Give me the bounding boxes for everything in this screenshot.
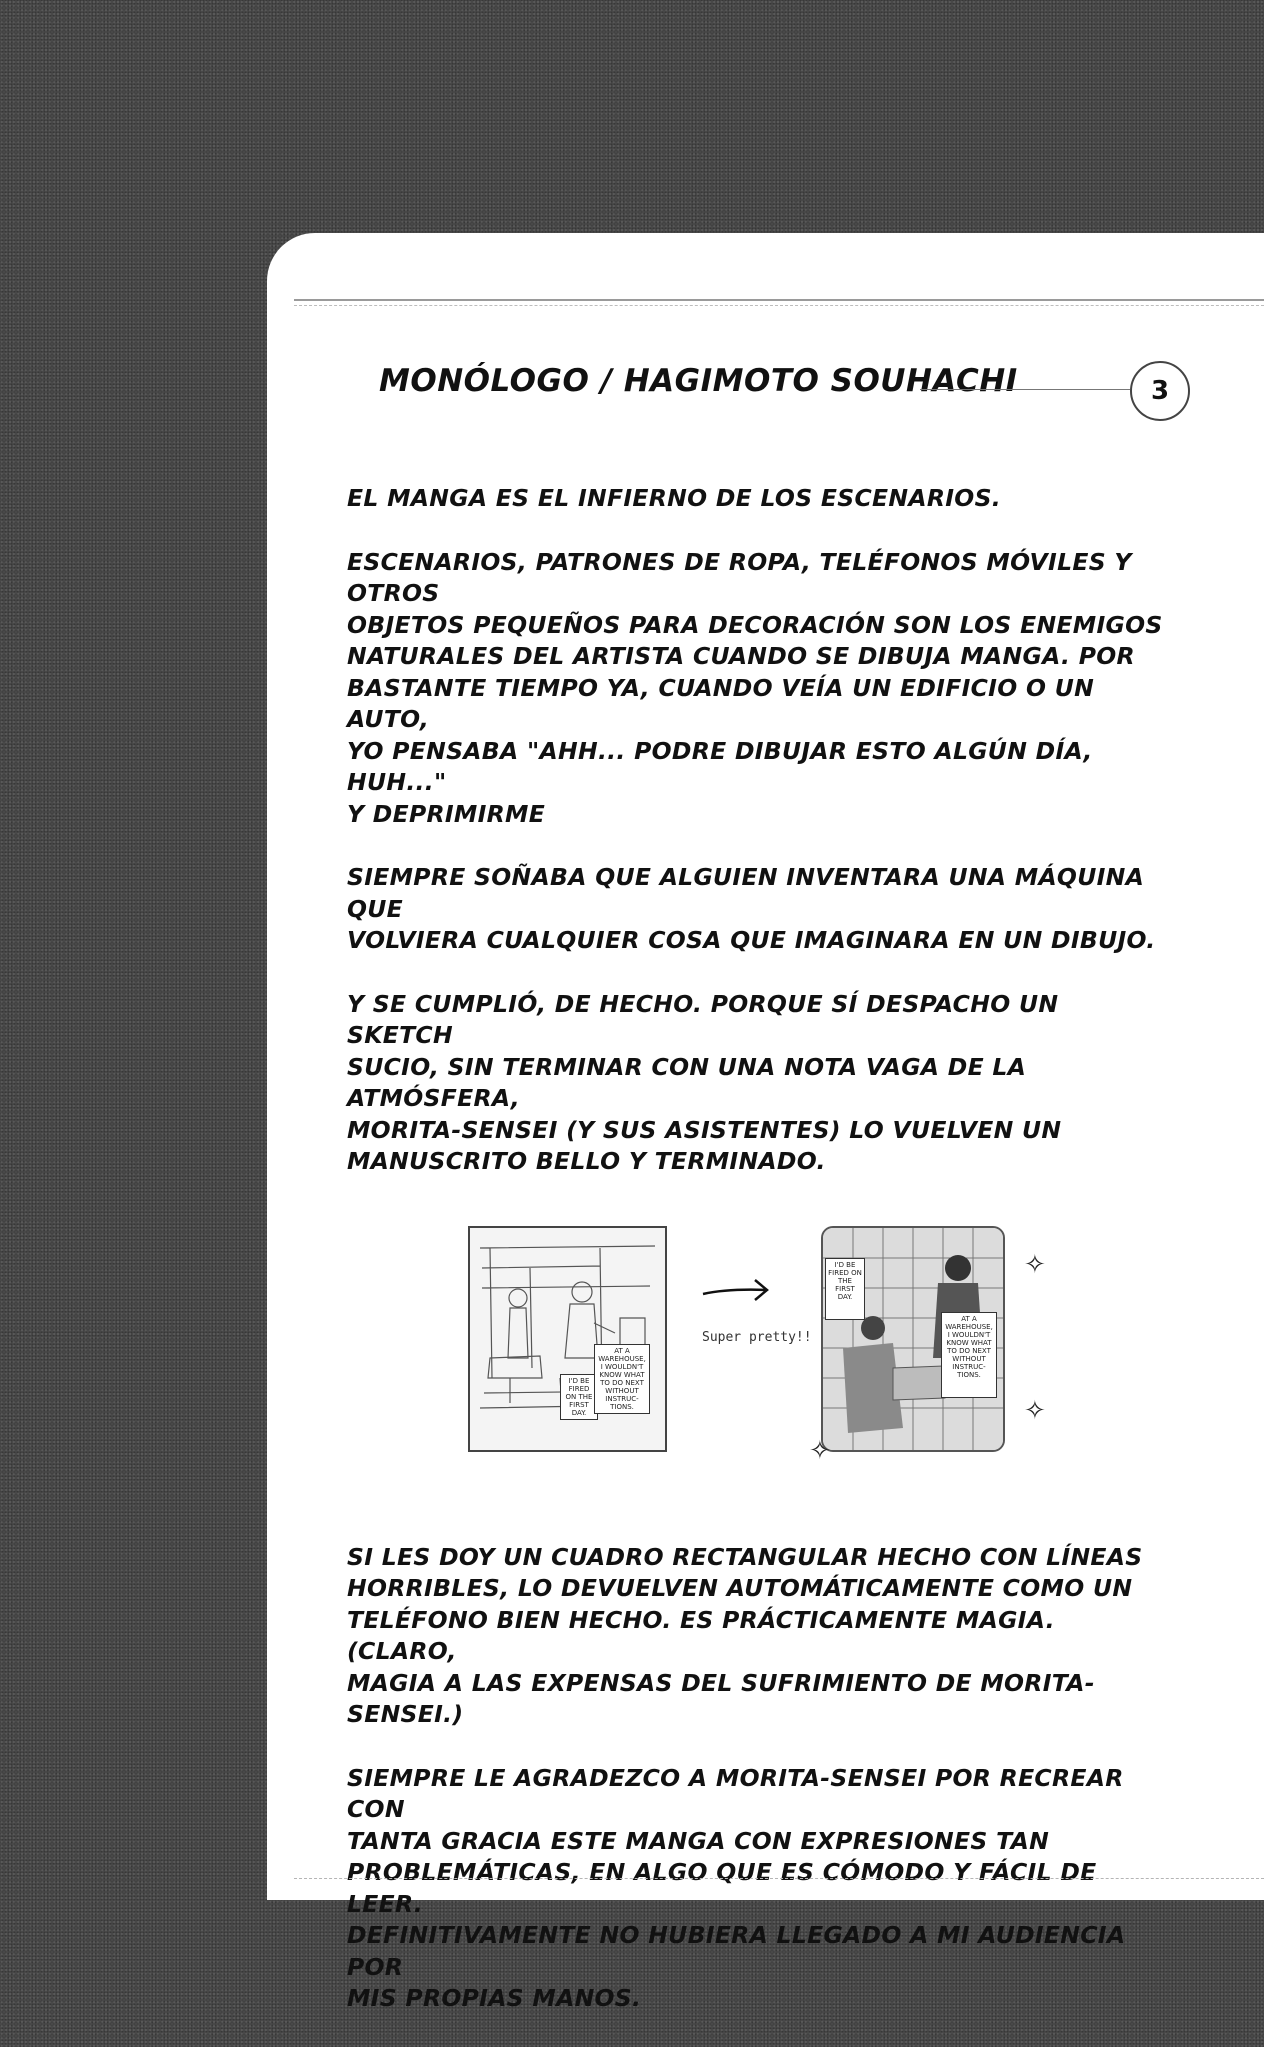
title-divider: [920, 389, 1130, 390]
speech-bubble-warehouse-finished: AT A WAREHOUSE, I WOULDN'T KNOW WHAT TO DO NEXT WITHOUT INSTRUC-TIONS.: [941, 1312, 997, 1398]
speech-bubble-fired: I'D BE FIRED ON THE FIRST DAY.: [560, 1374, 598, 1420]
illustration-caption: Super pretty!!: [702, 1329, 812, 1345]
sketch-comparison-illustration: [347, 1218, 1167, 1508]
page-title: MONÓLOGO / HAGIMOTO SOUHACHI: [379, 363, 1018, 399]
rough-sketch-panel: [468, 1226, 667, 1452]
finished-art-panel: [821, 1226, 1005, 1452]
speech-bubble-fired-finished: I'D BE FIRED ON THE FIRST DAY.: [825, 1258, 865, 1320]
sparkle-icon: ✧: [1024, 1249, 1047, 1280]
paragraph-3: SIEMPRE SOÑABA QUE ALGUIEN INVENTARA UNA MÁQUINA QUE VOLVIERA CUALQUIER COSA QUE IMAGINARA EN UN DIBUJO.: [347, 863, 1156, 954]
monologue-page: [267, 233, 1264, 2012]
paragraph-5: SI LES DOY UN CUADRO RECTANGULAR HECHO CON LÍNEAS HORRIBLES, LO DEVUELVEN AUTOMÁTICAMENTE COMO UN TELÉFONO BIEN HECHO. ES PRÁCTICAMENTE MAGIA. (CLARO, MAGIA A LAS EXPENSAS DEL SUFRIMIENTO DE MORITA-SENSEI.): [347, 1542, 1143, 1728]
paragraph-1: EL MANGA ES EL INFIERNO DE LOS ESCENARIOS.: [347, 484, 1002, 512]
sparkle-icon: ✧: [809, 1435, 832, 1466]
speech-bubble-warehouse: AT A WAREHOUSE, I WOULDN'T KNOW WHAT TO DO NEXT WITHOUT INSTRUC-TIONS.: [594, 1344, 650, 1414]
sparkle-icon: ✧: [1024, 1395, 1047, 1426]
paragraph-4: Y SE CUMPLIÓ, DE HECHO. PORQUE SÍ DESPACHO UN SKETCH SUCIO, SIN TERMINAR CON UNA NOTA VAGA DE LA ATMÓSFERA, MORITA-SENSEI (Y SUS ASISTENTES) LO VUELVEN UN MANUSCRITO BELLO Y TERMINADO.: [347, 989, 1062, 1175]
top-rule-dashed: [294, 305, 1264, 306]
arrow-right-icon: [701, 1276, 771, 1306]
paragraph-6: SIEMPRE LE AGRADEZCO A MORITA-SENSEI POR RECREAR CON TANTA GRACIA ESTE MANGA CON EXPRESIONES TAN PROBLEMÁTICAS, EN ALGO QUE ES CÓMODO Y FÁCIL DE LEER. DEFINITIVAMENTE NO HUBIERA LLEGADO A MI AUDIENCIA POR MIS PROPIAS MANOS.: [347, 1763, 1126, 2012]
monologue-body: [347, 483, 1167, 2047]
bottom-rule: [294, 1878, 1264, 1879]
top-rule: [294, 299, 1264, 301]
page-number-badge: 3: [1130, 361, 1190, 421]
paragraph-2: ESCENARIOS, PATRONES DE ROPA, TELÉFONOS MÓVILES Y OTROS OBJETOS PEQUEÑOS PARA DECORACIÓN SON LOS ENEMIGOS NATURALES DEL ARTISTA CUANDO SE DIBUJA MANGA. POR BASTANTE TIEMPO YA, CUANDO VEÍA UN EDIFICIO O UN AUTO, YO PENSABA "AHH... PODRE DIBUJAR ESTO ALGÚN DÍA, HUH..." Y DEPRIMIRME: [347, 547, 1163, 828]
